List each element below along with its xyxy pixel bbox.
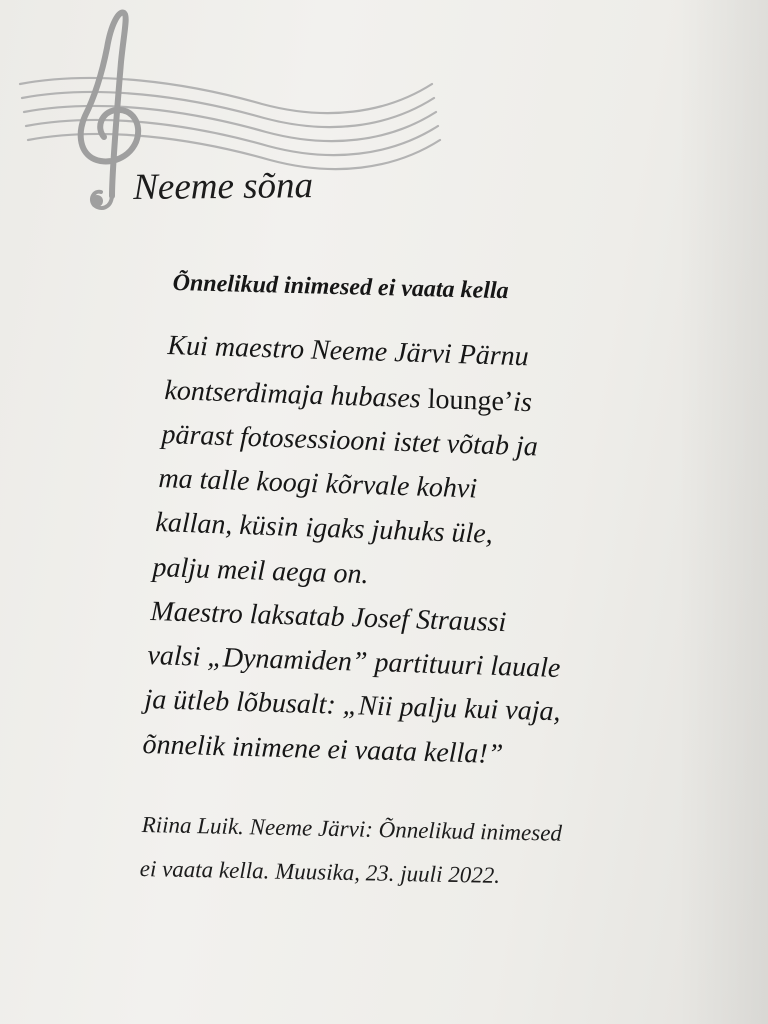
quote-line: Maestro laksatab Josef Straussi [150,596,507,639]
citation-line: ei vaata kella. Muusika, 23. juuli 2022. [139,856,501,888]
citation-line: Riina Luik. Neeme Järvi: Õnnelikud inimesed [141,812,563,846]
chapter-heading: Neeme sõna [133,165,314,208]
quote-line: õnnelik inimene ei vaata kella!” [142,729,504,771]
quote-line-upright-word: lounge’ [427,383,514,418]
quote-line: Kui maestro Neeme Järvi Pärnu [167,330,530,373]
quote-line: pärast fotosessiooni istet võtab ja [160,419,539,463]
quote-line: kallan, küsin igaks juhuks üle, [154,507,494,550]
quote-line-text: kontserdimaja hubases [163,375,422,415]
quote-line-suffix: is [512,386,533,419]
quote-line: ma talle koogi kõrvale kohvi [157,463,478,505]
quote-line: ja ütleb lõbusalt: „Nii palju kui vaja, [144,684,561,728]
quote-line: valsi „Dynamiden” partituuri lauale [147,640,561,684]
quote-subtitle: Õnnelikud inimesed ei vaata kella [172,270,509,305]
quote-line [164,375,532,419]
page-edge-shadow [678,0,768,1024]
quote-line: palju meil aega on. [151,552,370,591]
